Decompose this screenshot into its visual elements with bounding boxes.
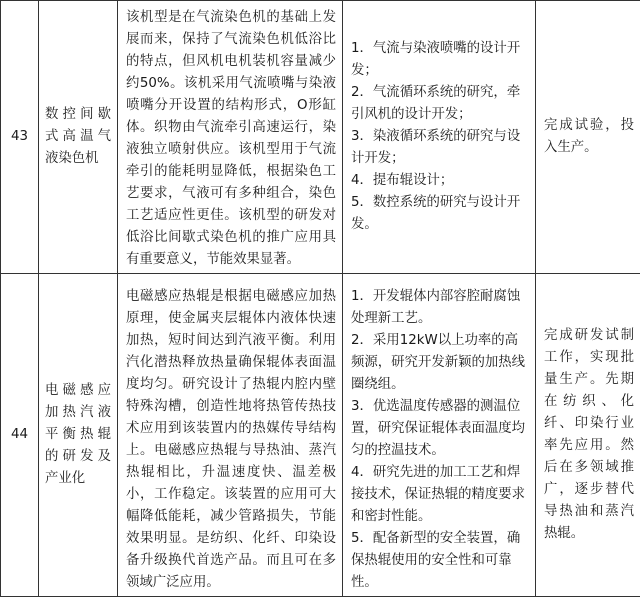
- project-goal: 完成研发试制工作，实现批量生产。先期在纺织、化纤、印染行业率先应用。然后在多领域推广，逐步替代导热油和蒸汽热辊。: [536, 274, 640, 597]
- project-description: 电磁感应热辊是根据电磁感应加热原理，使金属夹层辊体内液体快速加热，短时间达到汽液平衡。利用汽化潜热释放热量确保辊体表面温度均匀。研究设计了热辊内腔内壁特殊沟槽，创造性地将热管传热技术应用到该装置内的热媒传导结构上。电磁感应热辊与导热油、蒸汽热辊相比，升温速度快、温差极小，工作稳定。该装置的应用可大幅降低能耗，减少管路损失，节能效果明显。是纺织、化纤、印染设备升级换代首选产品。而且可在多领域广泛应用。: [118, 274, 343, 597]
- row-number: 43: [1, 1, 39, 274]
- project-name: 数控间歇式高温气液染色机: [39, 1, 118, 274]
- row-number: 44: [1, 274, 39, 597]
- task-item: 3．优选温度传感器的测温位置，研究保证辊体表面温度均匀的控温技术。: [351, 396, 529, 462]
- project-goal: 完成试验，投入生产。: [536, 1, 640, 274]
- task-item: 5．数控系统的研究与设计开发。: [351, 192, 529, 236]
- task-item: 3．染液循环系统的研究与设计开发；: [351, 126, 529, 170]
- task-item: 1．气流与染液喷嘴的设计开发；: [351, 38, 529, 82]
- task-item: 2．采用12kW以上功率的高频源，研究开发新颖的加热线圈绕组。: [351, 330, 529, 396]
- project-tasks: [343, 274, 536, 597]
- project-description: 该机型是在气流染色机的基础上发展而来，保持了气流染色机低浴比的特点，但风机电机装机容量减少约50%。该机采用气流喷嘴与染液喷嘴分开设置的结构形式，O形缸体。织物由气流牵引高速运行，染液独立喷射供应。该机型用于气流牵引的能耗明显降低，根据染色工艺要求，气液可有多种组合，染色工艺适应性更佳。该机型的研发对低浴比间歇式染色机的推广应用具有重要意义，节能效果显著。: [118, 1, 343, 274]
- task-item: 4．提布辊设计；: [351, 170, 529, 192]
- task-item: 1．开发辊体内部容腔耐腐蚀处理新工艺。: [351, 286, 529, 330]
- task-item: 4．研究先进的加工工艺和焊接技术，保证热辊的精度要求和密封性能。: [351, 462, 529, 528]
- project-name: 电磁感应加热汽液平衡热辊的研发及产业化: [39, 274, 118, 597]
- table-row: [1, 1, 640, 274]
- task-item: 2．气流循环系统的研究，牵引风机的设计开发；: [351, 82, 529, 126]
- project-tasks: [343, 1, 536, 274]
- table-row: [1, 274, 640, 597]
- task-item: 5．配备新型的安全装置，确保热辊使用的安全性和可靠性。: [351, 528, 529, 594]
